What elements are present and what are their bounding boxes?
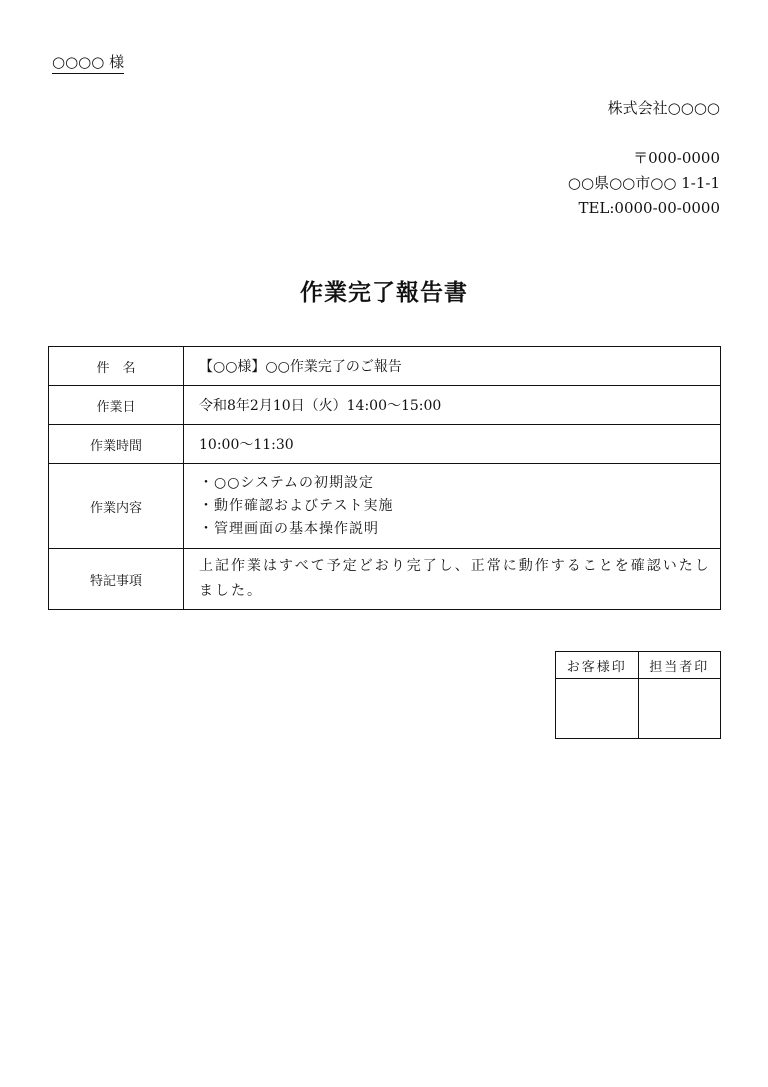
customer-seal-box xyxy=(556,679,639,739)
notes-text: 上記作業はすべて予定どおり完了し、正常に動作することを確認いたしました。 xyxy=(199,558,711,599)
subject-row xyxy=(49,347,721,386)
report-table xyxy=(48,346,721,610)
work-content-item: ・管理画面の基本操作説明 xyxy=(199,520,379,537)
notes-label: 特記事項 xyxy=(49,549,184,610)
recipient-name: ○○○○ 様 xyxy=(52,52,124,74)
work-content-item: ・動作確認およびテスト実施 xyxy=(199,497,394,514)
sender-postal-code: 〒000-0000 xyxy=(633,149,720,167)
document-title: 作業完了報告書 xyxy=(300,279,468,306)
work-date-value: 令和8年2月10日（火）14:00～15:00 xyxy=(184,386,721,425)
work-content-value xyxy=(184,464,721,549)
seal-table xyxy=(555,651,721,739)
sender-phone: TEL:0000-00-0000 xyxy=(578,199,720,217)
work-date-label: 作業日 xyxy=(49,386,184,425)
work-time-value: 10:00～11:30 xyxy=(184,425,721,464)
work-content-row xyxy=(49,464,721,549)
staff-seal-box xyxy=(638,679,721,739)
staff-seal-label: 担当者印 xyxy=(638,652,721,679)
work-time-row xyxy=(49,425,721,464)
subject-label: 件 名 xyxy=(49,347,184,386)
notes-value xyxy=(184,549,721,610)
work-time-label: 作業時間 xyxy=(49,425,184,464)
work-content-label: 作業内容 xyxy=(49,464,184,549)
customer-seal-label: お客様印 xyxy=(556,652,639,679)
work-date-row xyxy=(49,386,721,425)
seal-header-row xyxy=(556,652,721,679)
sender-address: ○○県○○市○○ 1-1-1 xyxy=(567,174,720,192)
sender-company: 株式会社○○○○ xyxy=(607,99,720,117)
subject-value: 【○○様】○○作業完了のご報告 xyxy=(184,347,721,386)
seal-box-row xyxy=(556,679,721,739)
work-content-item: ・○○システムの初期設定 xyxy=(199,474,375,491)
notes-row xyxy=(49,549,721,610)
